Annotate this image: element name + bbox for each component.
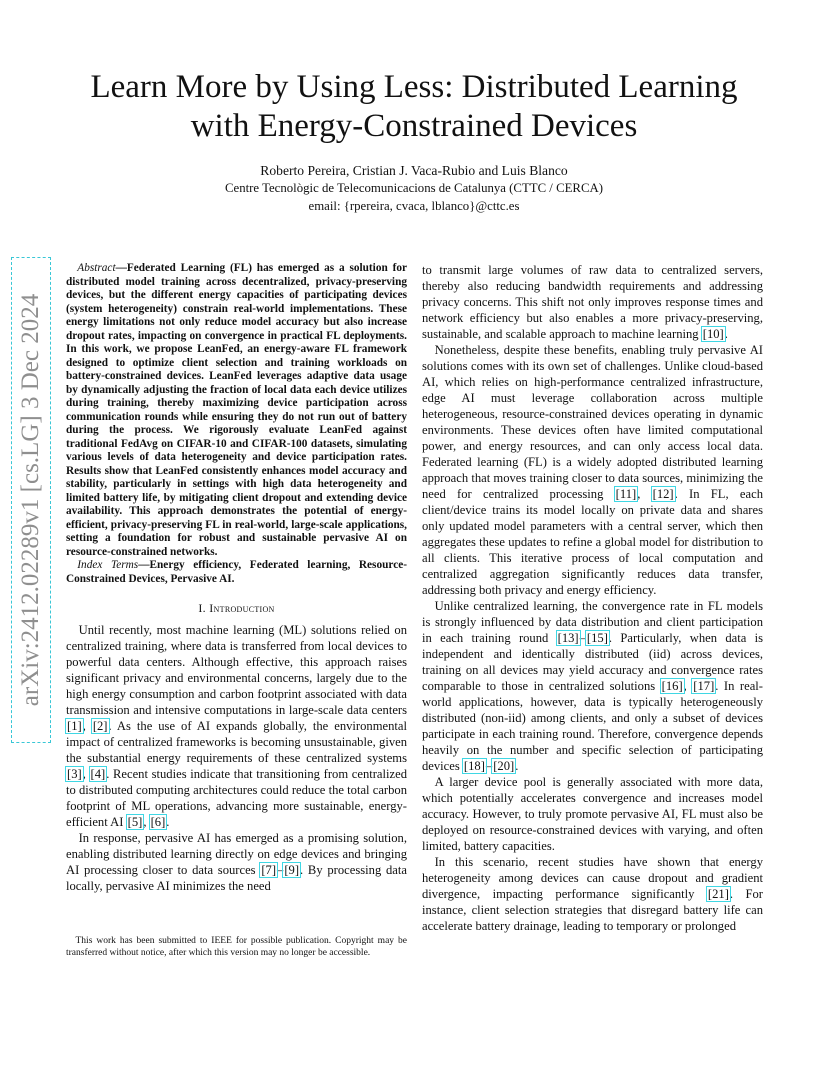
paper-title-line-1: Learn More by Using Less: Distributed Learning xyxy=(90,69,738,105)
index-terms xyxy=(66,559,407,586)
citation-link[interactable]: [3] xyxy=(67,767,82,781)
paragraph-text: Nonetheless, despite these benefits, enabling truly pervasive AI solutions comes with its own set of challenges. Unlike cloud-based AI, which relies on high-performance centralized infrastructure, edge AI must leverage collaboration across multiple heterogeneous, resource-constrained devices operating in dynamic environments. These devices often have limited computational power, and energy resources, and can only access local data. Federated learning (FL) is a widely adopted distributed learning approach that moves training closer to data sources, minimizing the need for centralized processing xyxy=(422,343,763,501)
affiliation: Centre Tecnològic de Telecomunicacions de Catalunya (CTTC / CERCA) xyxy=(225,181,603,195)
paragraph-text: , xyxy=(683,679,693,693)
paragraph-text: , xyxy=(82,767,90,781)
abstract-text: —Federated Learning (FL) has emerged as a solution for distributed model training across decentralized, privacy-preserving devices, but the different energy capacities of participating devices (system heterogeneity) constrain real-world implementations. These energy limitations not only reduce model accuracy but also increase dropout rates, impacting on convergence in practical FL deployments. In this work, we propose LeanFed, an energy-aware FL framework designed to optimize client selection and training workloads on battery-constrained devices. LeanFed leverages adaptive data usage by dynamically adjusting the fraction of local data each device utilizes during training, thereby maximizing device participation across communication rounds while ensuring they do not run out of battery during the process. We rigorously evaluate LeanFed against traditional FedAvg on CIFAR-10 and CIFAR-100 datasets, simulating various levels of data heterogeneity and device participation rates. Results show that LeanFed consistently enhances model accuracy and stability, particularly in settings with high data heterogeneity and limited battery life, by mitigating client dropout and extending device availability. This approach demonstrates the potential of energy-efficient, privacy-preserving FL in real-world, large-scale applications, setting a foundation for robust and sustainable pervasive AI on resource-constrained networks. xyxy=(66,262,407,558)
paragraph-text: Unlike centralized learning, the convergence rate in FL models is strongly influenced by data distribution and client participation in each training round xyxy=(422,599,763,645)
index-terms-lead: Index Terms xyxy=(77,559,139,571)
citation-link[interactable]: [15] xyxy=(586,631,608,645)
index-terms-text: —Energy efficiency, Federated learning, Resource-Constrained Devices, Pervasive AI. xyxy=(66,559,407,585)
paragraph-text: , xyxy=(143,815,150,829)
citation-link[interactable]: [11] xyxy=(615,487,637,501)
paragraph-text: In response, pervasive AI has emerged as a promising solution, enabling distributed learning directly on edge devices and bringing AI processing closer to data sources xyxy=(66,831,407,877)
citation-link[interactable]: [20] xyxy=(493,759,515,773)
paragraph-text: . Recent studies indicate that transitioning from centralized to distributed computing architectures could reduce the total carbon footprint of ML operations, advancing more sustainable, energy-efficient AI xyxy=(66,767,407,829)
body-paragraph xyxy=(422,598,763,774)
right-column xyxy=(422,262,763,934)
left-body-text xyxy=(66,622,407,894)
citation-link[interactable]: [4] xyxy=(90,767,106,781)
paragraph-text: – xyxy=(277,863,284,877)
section-number: I. xyxy=(198,601,206,615)
citation-link[interactable]: [7] xyxy=(261,863,277,877)
citation-link[interactable]: [18] xyxy=(463,759,485,773)
citation-link[interactable]: [6] xyxy=(150,815,166,829)
footnote: This work has been submitted to IEEE for possible publication. Copyright may be transferred without notice, after which this version may no longer be accessible. xyxy=(66,936,407,958)
author-list: Roberto Pereira, Cristian J. Vaca-Rubio and Luis Blanco xyxy=(260,163,568,178)
abstract-lead: Abstract xyxy=(77,262,116,274)
paragraph-text: . In real-world applications, however, data is typically heterogeneously distributed (non-iid) among clients, and only a subset of devices participate in each training round. Therefore, convergence depends heavily on the number and specific selection of participating devices xyxy=(422,679,763,773)
body-paragraph xyxy=(66,622,407,830)
paragraph-text: . xyxy=(166,815,170,829)
paragraph-text: , xyxy=(637,487,652,501)
body-paragraph xyxy=(422,854,763,934)
section-title: Introduction xyxy=(209,601,275,615)
citation-link[interactable]: [12] xyxy=(652,487,674,501)
paragraph-text: . Particularly, when data is independent and identically distributed (iid) across devices, training on all devices may yield accuracy and convergence rates comparable to those in centralized solutions xyxy=(422,631,763,693)
paragraph-text: A larger device pool is generally associated with more data, which potentially accelerates convergence and increases model accuracy. However, to truly promote pervasive AI, FL must also be deployed on resource-constrained devices with varying, and often limited, battery capacities. xyxy=(422,775,763,853)
citation-link[interactable]: [9] xyxy=(284,863,300,877)
paragraph-text: – xyxy=(485,759,493,773)
citation-link[interactable]: [13] xyxy=(557,631,579,645)
paragraph-text: In this scenario, recent studies have shown that energy heterogeneity among devices can cause dropout and gradient divergence, impacting performance significantly xyxy=(422,855,763,901)
body-paragraph xyxy=(66,830,407,894)
citation-link[interactable]: [2] xyxy=(92,719,108,733)
citation-link[interactable]: [10] xyxy=(702,327,724,341)
body-paragraph xyxy=(422,774,763,854)
paragraph-text: – xyxy=(579,631,586,645)
arxiv-identifier-stamp[interactable]: arXiv:2412.02289v1 [cs.LG] 3 Dec 2024 xyxy=(14,260,48,740)
paragraph-text: . xyxy=(724,327,728,341)
body-paragraph xyxy=(422,342,763,598)
paragraph-text: . For instance, client selection strategies that disregard battery life can accelerate battery drainage, leading to temporary or prolonged xyxy=(422,887,764,933)
section-heading-introduction xyxy=(66,600,407,616)
paragraph-text: to transmit large volumes of raw data to centralized servers, thereby also reducing bandwidth requirements and addressing privacy concerns. This shift not only improves response times and network efficiency but also enables a more privacy-preserving, sustainable, and scalable approach to machine learning xyxy=(422,263,763,341)
abstract xyxy=(66,262,407,559)
paragraph-text: . As the use of AI expands globally, the environmental impact of centralized frameworks is becoming unsustainable, given the substantial energy requirements of these centralized systems xyxy=(66,719,407,765)
paper-title-line-2: with Energy-Constrained Devices xyxy=(190,108,638,144)
paragraph-text: . By processing data locally, pervasive AI minimizes the need xyxy=(66,863,407,893)
paragraph-text: , xyxy=(82,719,92,733)
body-paragraph xyxy=(422,262,763,342)
author-email: email: {rpereira, cvaca, lblanco}@cttc.es xyxy=(308,199,520,213)
paragraph-text: . xyxy=(515,759,519,773)
citation-link[interactable]: [1] xyxy=(67,719,82,733)
citation-link[interactable]: [17] xyxy=(693,679,715,693)
citation-link[interactable]: [21] xyxy=(707,887,729,901)
citation-link[interactable]: [5] xyxy=(127,815,143,829)
paragraph-text: . In FL, each client/device trains its model locally on private data and shares only updated model parameters with a central server, which then aggregates these updates to refine a global model for distribution to all clients. This iterative process of local computation and centralized aggregation significantly reduces data transfer, addressing both privacy and energy efficiency. xyxy=(422,487,763,597)
citation-link[interactable]: [16] xyxy=(661,679,683,693)
paper-title xyxy=(40,68,788,146)
paragraph-text: Until recently, most machine learning (ML) solutions relied on centralized training, where data is transferred from local devices to powerful data centers. Although effective, this approach raises significant privacy and environmental concerns, largely due to the high energy consumption and carbon footprint associated with data transmission and intensive computations in large-scale data centers xyxy=(66,623,407,717)
right-body-text xyxy=(422,262,763,934)
left-column xyxy=(66,262,407,894)
